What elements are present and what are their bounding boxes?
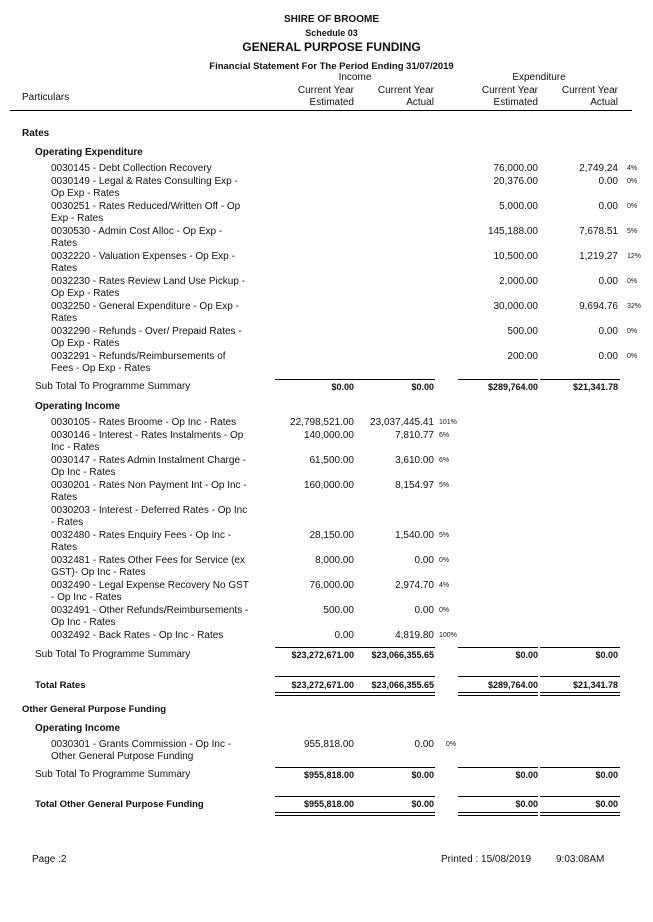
line-item-exp-est: 145,188.00 — [487, 226, 538, 237]
line-item-income-act: 8,154.97 — [395, 480, 434, 491]
line-item-desc-cont: Op Exp - Rates — [51, 338, 120, 349]
subtotal-label: Sub Total To Programme Summary — [35, 649, 191, 660]
rule — [458, 676, 538, 677]
page-title: GENERAL PURPOSE FUNDING — [242, 40, 421, 54]
line-item-income-pct: 4% — [439, 582, 450, 589]
line-item-desc: 0032291 - Refunds/Reimbursements of — [51, 351, 226, 362]
rule — [275, 676, 355, 677]
line-item-desc-cont: Rates — [51, 492, 78, 503]
line-item-income-act: 2,974.70 — [395, 580, 434, 591]
rule — [275, 796, 355, 797]
rule — [355, 796, 435, 797]
line-item-income-act: 4,819.80 — [395, 630, 434, 641]
line-item-income-est: 500.00 — [323, 605, 354, 616]
line-item-desc-cont: Rates — [51, 313, 78, 324]
subtotal-exp-est: $0.00 — [515, 650, 538, 660]
double-rule — [458, 692, 538, 696]
income-header: Income — [338, 72, 372, 83]
total-rates-exp-act: $21,341.78 — [572, 680, 618, 690]
line-item-income-pct: 101% — [439, 419, 457, 426]
rule — [458, 379, 538, 380]
subtotal-exp-est: $0.00 — [515, 770, 538, 780]
line-item-exp-est: 5,000.00 — [499, 201, 538, 212]
line-item-exp-pct: 5% — [627, 228, 638, 235]
line-item-desc-cont: Op Inc - Rates — [51, 467, 116, 478]
double-rule — [355, 812, 435, 816]
rule — [275, 379, 355, 380]
rule — [458, 767, 538, 768]
double-rule — [275, 812, 355, 816]
section-rates: Rates — [22, 128, 50, 139]
line-item-exp-pct: 12% — [627, 253, 642, 260]
rule — [540, 796, 620, 797]
rule — [275, 767, 355, 768]
double-rule — [540, 812, 620, 816]
line-item-income-pct: 100% — [439, 632, 457, 639]
total-other-exp-act: $0.00 — [595, 799, 618, 809]
line-item-income-pct: 0% — [446, 741, 457, 748]
line-item-income-pct: 0% — [439, 557, 450, 564]
rule — [540, 676, 620, 677]
subtotal-income-est: $955,818.00 — [303, 770, 354, 780]
line-item-desc: 0030105 - Rates Broome - Op Inc - Rates — [51, 417, 237, 428]
line-item-desc: 0030251 - Rates Reduced/Written Off - Op — [51, 201, 241, 212]
line-item-desc: 0032481 - Rates Other Fees for Service (ex — [51, 555, 245, 566]
line-item-exp-act: 0.00 — [598, 176, 618, 187]
line-item-desc: 0030146 - Interest - Rates Instalments - Op — [51, 430, 244, 441]
line-item-exp-pct: 4% — [627, 165, 638, 172]
subtotal-label: Sub Total To Programme Summary — [35, 381, 191, 392]
line-item-desc-cont: Inc - Rates — [51, 442, 100, 453]
line-item-desc: 0030149 - Legal & Rates Consulting Exp - — [51, 176, 238, 187]
rule — [540, 767, 620, 768]
schedule-label: Schedule 03 — [305, 28, 358, 38]
line-item-income-act: 1,540.00 — [395, 530, 434, 541]
line-item-desc: 0030147 - Rates Admin Instalment Charge - — [51, 455, 247, 466]
double-rule — [355, 692, 435, 696]
income-act-header-line1: Current Year — [377, 85, 434, 96]
subtotal-income-est: $23,272,671.00 — [291, 650, 354, 660]
rule — [355, 379, 435, 380]
rule — [275, 647, 355, 648]
subtotal-exp-est: $289,764.00 — [487, 382, 538, 392]
line-item-exp-pct: 0% — [627, 203, 638, 210]
line-item-exp-est: 200.00 — [507, 351, 538, 362]
line-item-income-est: 22,798,521.00 — [290, 417, 354, 428]
total-other-exp-est: $0.00 — [515, 799, 538, 809]
line-item-exp-act: 0.00 — [598, 201, 618, 212]
line-item-income-act: 0.00 — [414, 555, 434, 566]
line-item-income-act: 0.00 — [414, 605, 434, 616]
line-item-exp-est: 10,500.00 — [493, 251, 538, 262]
line-item-desc-cont: Op Exp - Rates — [51, 288, 120, 299]
line-item-exp-act: 9,694.76 — [579, 301, 618, 312]
total-rates-income-est: $23,272,671.00 — [291, 680, 354, 690]
printed-date: Printed : 15/08/2019 — [441, 854, 532, 865]
line-item-exp-pct: 0% — [627, 178, 638, 185]
exp-act-header-line1: Current Year — [561, 85, 618, 96]
line-item-exp-act: 1,219.27 — [579, 251, 618, 262]
line-item-income-pct: 6% — [439, 457, 450, 464]
exp-est-header-line2: Estimated — [493, 97, 538, 108]
line-item-income-pct: 5% — [439, 532, 450, 539]
subtotal-exp-act: $0.00 — [595, 650, 618, 660]
line-item-desc-cont: Op Inc - Rates — [51, 617, 116, 628]
line-item-desc: 0032290 - Refunds - Over/ Prepaid Rates - — [51, 326, 242, 337]
rule — [355, 767, 435, 768]
line-item-desc-cont: Fees - Op Exp - Rates — [51, 363, 151, 374]
line-item-desc: 0032490 - Legal Expense Recovery No GST — [51, 580, 249, 591]
line-item-income-est: 140,000.00 — [303, 430, 354, 441]
line-item-desc: 0030203 - Interest - Deferred Rates - Op Inc — [51, 505, 248, 516]
line-item-desc: 0032480 - Rates Enquiry Fees - Op Inc - — [51, 530, 232, 541]
expenditure-header: Expenditure — [512, 72, 566, 83]
line-item-income-est: 61,500.00 — [309, 455, 354, 466]
line-item-income-est: 28,150.00 — [309, 530, 354, 541]
line-item-income-est: 76,000.00 — [309, 580, 354, 591]
total-other-income-est: $955,818.00 — [303, 799, 354, 809]
line-item-desc-cont: - Rates — [51, 517, 84, 528]
rule — [355, 676, 435, 677]
line-item-desc: 0032230 - Rates Review Land Use Pickup - — [51, 276, 245, 287]
org-name: SHIRE OF BROOME — [283, 14, 379, 25]
line-item-desc: 0032492 - Back Rates - Op Inc - Rates — [51, 630, 224, 641]
rule — [458, 647, 538, 648]
double-rule — [540, 692, 620, 696]
rule — [458, 796, 538, 797]
page-number: Page :2 — [32, 854, 67, 865]
line-item-desc: 0032220 - Valuation Expenses - Op Exp - — [51, 251, 235, 262]
line-item-desc: 0030530 - Admin Cost Alloc - Op Exp - — [51, 226, 223, 237]
line-item-exp-pct: 0% — [627, 353, 638, 360]
line-item-income-act: 23,037,445.41 — [370, 417, 434, 428]
line-item-exp-pct: 0% — [627, 278, 638, 285]
section-operating-income-2: Operating Income — [35, 723, 121, 734]
line-item-exp-pct: 32% — [627, 303, 642, 310]
line-item-income-act: 7,810.77 — [395, 430, 434, 441]
income-est-header-line2: Estimated — [309, 97, 354, 108]
total-rates-exp-est: $289,764.00 — [487, 680, 538, 690]
exp-est-header-line1: Current Year — [481, 85, 538, 96]
line-item-income-est: 955,818.00 — [303, 739, 354, 750]
rule — [540, 379, 620, 380]
line-item-desc: 0030201 - Rates Non Payment Int - Op Inc - — [51, 480, 247, 491]
particulars-header: Particulars — [22, 92, 70, 103]
subtotal-income-act: $0.00 — [411, 382, 434, 392]
line-item-desc: 0030301 - Grants Commission - Op Inc - — [51, 739, 232, 750]
line-item-desc-cont: Op Exp - Rates — [51, 188, 120, 199]
exp-act-header-line2: Actual — [590, 97, 618, 108]
line-item-exp-est: 2,000.00 — [499, 276, 538, 287]
line-item-exp-pct: 0% — [627, 328, 638, 335]
line-item-income-pct: 6% — [439, 432, 450, 439]
total-rates-income-act: $23,066,355.65 — [371, 680, 434, 690]
line-item-desc: 0032491 - Other Refunds/Reimbursements - — [51, 605, 249, 616]
income-act-header-line2: Actual — [406, 97, 434, 108]
income-est-header-line1: Current Year — [297, 85, 354, 96]
double-rule — [458, 812, 538, 816]
subtotal-exp-act: $21,341.78 — [572, 382, 618, 392]
total-rates-label: Total Rates — [35, 680, 86, 691]
subtotal-income-est: $0.00 — [331, 382, 354, 392]
line-item-exp-act: 7,678.51 — [579, 226, 618, 237]
line-item-exp-est: 20,376.00 — [493, 176, 538, 187]
line-item-income-est: 8,000.00 — [315, 555, 354, 566]
line-item-exp-act: 2,749.24 — [579, 163, 618, 174]
rule — [355, 647, 435, 648]
line-item-desc-cont: Exp - Rates — [51, 213, 104, 224]
line-item-income-est: 0.00 — [334, 630, 354, 641]
line-item-desc-cont: GST)- Op Inc - Rates — [51, 567, 146, 578]
subtotal-income-act: $0.00 — [411, 770, 434, 780]
line-item-exp-est: 30,000.00 — [493, 301, 538, 312]
page-subtitle: Financial Statement For The Period Ending 31/07/2019 — [209, 61, 454, 72]
line-item-desc-cont: Rates — [51, 542, 78, 553]
line-item-exp-est: 76,000.00 — [493, 163, 538, 174]
total-other-label: Total Other General Purpose Funding — [35, 799, 204, 810]
subtotal-exp-act: $0.00 — [595, 770, 618, 780]
line-item-income-pct: 5% — [439, 482, 450, 489]
rule — [540, 647, 620, 648]
line-item-exp-act: 0.00 — [598, 326, 618, 337]
double-rule — [275, 692, 355, 696]
line-item-desc-cont: Rates — [51, 263, 78, 274]
subtotal-label: Sub Total To Programme Summary — [35, 769, 191, 780]
line-item-desc: 0032250 - General Expenditure - Op Exp - — [51, 301, 239, 312]
line-item-income-act: 3,610.00 — [395, 455, 434, 466]
line-item-exp-est: 500.00 — [507, 326, 538, 337]
total-other-income-act: $0.00 — [411, 799, 434, 809]
section-operating-expenditure: Operating Expenditure — [35, 147, 143, 158]
line-item-exp-act: 0.00 — [598, 276, 618, 287]
section-operating-income: Operating Income — [35, 401, 121, 412]
printed-time: 9:03:08AM — [556, 854, 605, 865]
line-item-income-est: 160,000.00 — [303, 480, 354, 491]
line-item-income-act: 0.00 — [414, 739, 434, 750]
line-item-exp-act: 0.00 — [598, 351, 618, 362]
line-item-desc-cont: Rates — [51, 238, 78, 249]
section-other-gpf: Other General Purpose Funding — [22, 704, 167, 715]
line-item-desc-cont: - Op Inc - Rates — [51, 592, 122, 603]
line-item-income-pct: 0% — [439, 607, 450, 614]
line-item-desc: 0030145 - Debt Collection Recovery — [51, 163, 212, 174]
subtotal-income-act: $23,066,355.65 — [371, 650, 434, 660]
header-rule — [10, 110, 632, 111]
line-item-desc-cont: Other General Purpose Funding — [51, 751, 194, 762]
